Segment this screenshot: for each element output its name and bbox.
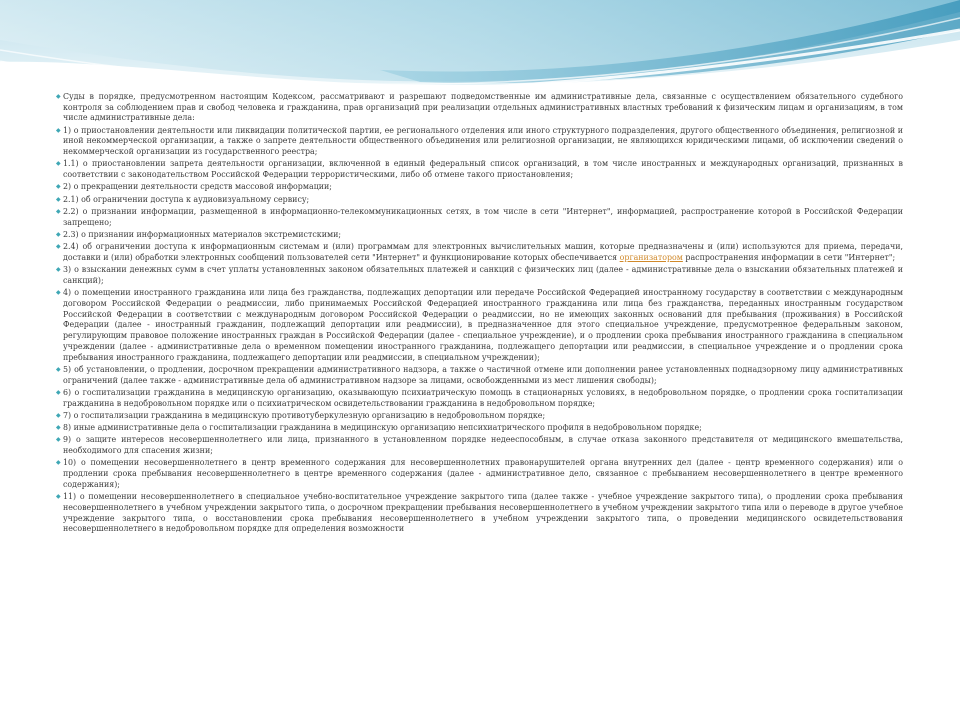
paragraph-text: 2) о прекращении деятельности средств массовой информации;: [63, 182, 332, 192]
paragraph-text: 11) о помещении несовершеннолетнего в специальное учебно-воспитательное учреждение закрытого типа (далее также - учебное учреждение закрытого типа), о продлении срока пребывания несовершеннолетнего в учебном учреждении закрытого типа, о досрочном прекращении пребывания несовершеннолетнего в учебном учреждении закрытого типа или о переводе в другое учебное учреждение закрытого типа, о восстановлении срока пребывания несовершеннолетнего в учебном учреждении закрытого типа, о проведении медицинского освидетельствования несовершеннолетнего в недобровольном порядке для определения возможности: [63, 492, 903, 534]
paragraph-text: Суды в порядке, предусмотренном настоящим Кодексом, рассматривают и разрешают подведомственные им административные дела, связанные с осуществлением обязательного судебного контроля за соблюдением прав и свобод человека и гражданина, прав организаций при реализации отдельных административных властных требований к физическим лицам и организациям, в том числе административные дела:: [63, 92, 903, 123]
list-item-1: [57, 126, 903, 158]
list-item-7: [57, 411, 903, 422]
list-item-2: [57, 182, 903, 193]
paragraph-text: 1) о приостановлении деятельности или ликвидации политической партии, ее регионального отделения или иного структурного подразделения, другого общественного объединения, религиозной и иной некоммерческой организации, а также о запрете деятельности общественного объединения или религиозной организации, не являющихся юридическими лицами, об исключении сведений о некоммерческой организации из государственного реестра;: [63, 125, 903, 157]
list-item-2-4: [57, 242, 903, 263]
list-item-2-2: [57, 207, 903, 228]
bullet-icon: ◆: [56, 231, 61, 238]
list-item-3: [57, 265, 903, 286]
bullet-icon: ◆: [56, 160, 61, 168]
list-item-2-3: [57, 230, 903, 241]
bullet-icon: ◆: [56, 183, 61, 191]
paragraph-text: 2.4) об ограничении доступа к информационным системам и (или) программам для электронных вычислительных машин, которые предназначены и (или) используются для приема, передачи, доставки и (или) обработки электронных сообщений пользователей сети "Интернет" и функционирование которых обеспечивается: [63, 242, 903, 262]
bullet-icon: ◆: [56, 243, 61, 251]
list-item-5: [57, 365, 903, 386]
bullet-icon: ◆: [56, 459, 61, 467]
paragraph-text: 2.2) о признании информации, размещенной в информационно-телекоммуникационных сетях, в том числе в сети "Интернет", информацией, распространение которой в Российской Федерации запрещено;: [63, 207, 903, 227]
list-item-9: [57, 435, 903, 456]
paragraph-text: 9) о защите интересов несовершеннолетнего или лица, признанного в установленном порядке недееспособным, в случае отказа законного представителя от медицинского вмешательства, необходимого для спасения жизни;: [63, 435, 903, 456]
list-item-1-1: [57, 159, 903, 180]
paragraph-text: 8) иные административные дела о госпитализации гражданина в медицинскую организацию непсихиатрического профиля в недобровольном порядке;: [63, 423, 702, 433]
paragraph-text: 2.1) об ограничении доступа к аудиовизуальному сервису;: [63, 194, 310, 204]
bullet-icon: ◆: [56, 93, 61, 100]
bullet-icon: ◆: [56, 424, 61, 432]
list-item-8: [57, 423, 903, 434]
slide-body: [57, 92, 903, 537]
bullet-icon: ◆: [56, 266, 61, 274]
paragraph-text: 7) о госпитализации гражданина в медицинскую противотуберкулезную организацию в недобровольном порядке;: [63, 410, 546, 420]
bullet-icon: ◆: [56, 493, 61, 501]
paragraph-text: 1.1) о приостановлении запрета деятельности организации, включенной в единый федеральный список организаций, в том числе иностранных и международных организаций, признанных в соответствии с законодательством Российской Федерации террористическими, либо об отмене такого приостановления;: [63, 159, 903, 180]
paragraph-intro: [57, 92, 903, 124]
paragraph-text: 4) о помещении иностранного гражданина или лица без гражданства, подлежащих депортации или передаче Российской Федерацией иностранному государству в соответствии с международным договором Российской Федерации о реадмиссии, либо принимаемых Российской Федерацией иностранного гражданина или лица без гражданства, переданных иностранным государством Российской Федерации в соответствии с международным договором Российской Федерации о реадмиссии, но не имеющих законных оснований для пребывания (проживания) в Российской Федерации (далее - иностранный гражданин, подлежащий депортации или реадмиссии), в предназначенное для этого специальное учреждение, предусмотренное федеральным законом, регулирующим правовое положение иностранных граждан в Российской Федерации (далее - специальное учреждение), и о продлении срока пребывания иностранного гражданина в специальном учреждении (далее - административные дела о временном помещении иностранного гражданина, подлежащего депортации или реадмиссии, в специальное учреждение и о продлении срока пребывания иностранного гражданина, подлежащего депортации или реадмиссии, в специальном учреждении);: [63, 288, 903, 362]
paragraph-text: 3) о взыскании денежных сумм в счет уплаты установленных законом обязательных платежей и санкций с физических лиц (далее - административные дела о взыскании обязательных платежей и санкций);: [63, 265, 903, 285]
list-item-10: [57, 458, 903, 490]
bullet-icon: ◆: [56, 208, 61, 215]
bullet-icon: ◆: [56, 388, 61, 396]
bullet-icon: ◆: [56, 289, 61, 297]
paragraph-text: 10) о помещении несовершеннолетнего в центр временного содержания для несовершеннолетних правонарушителей органа внутренних дел (далее - центр временного содержания) или о продлении срока пребывания несовершеннолетнего в центре временного содержания (далее - административное дело, связанное с пребыванием несовершеннолетнего в центре временного содержания);: [63, 458, 903, 489]
header-wave-decoration: [0, 0, 960, 100]
bullet-icon: ◆: [56, 195, 61, 203]
bullet-icon: ◆: [56, 126, 61, 134]
paragraph-text: 6) о госпитализации гражданина в медицинскую организацию, оказывающую психиатрическую помощь в стационарных условиях, в недобровольном порядке, о продлении срока госпитализации гражданина в недобровольном порядке или о психиатрическом освидетельствовании гражданина в недобровольном порядке;: [63, 387, 903, 408]
list-item-6: [57, 388, 903, 409]
list-item-2-1: [57, 195, 903, 206]
paragraph-text: 5) об установлении, о продлении, досрочном прекращении административного надзора, а также о частичной отмене или дополнении ранее установленных поднадзорному лицу административных ограничений (далее также - административные дела об административном надзоре за лицами, освобожденными из мест лишения свободы);: [63, 364, 903, 385]
paragraph-text: распространения информации в сети "Интернет";: [682, 253, 896, 262]
bullet-icon: ◆: [56, 365, 61, 373]
paragraph-text: 2.3) о признании информационных материалов экстремистскими;: [63, 230, 342, 239]
list-item-4: [57, 288, 903, 363]
organizer-link[interactable]: организатором: [619, 253, 683, 262]
bullet-icon: ◆: [56, 411, 61, 419]
bullet-icon: ◆: [56, 436, 61, 444]
list-item-11: [57, 492, 903, 535]
